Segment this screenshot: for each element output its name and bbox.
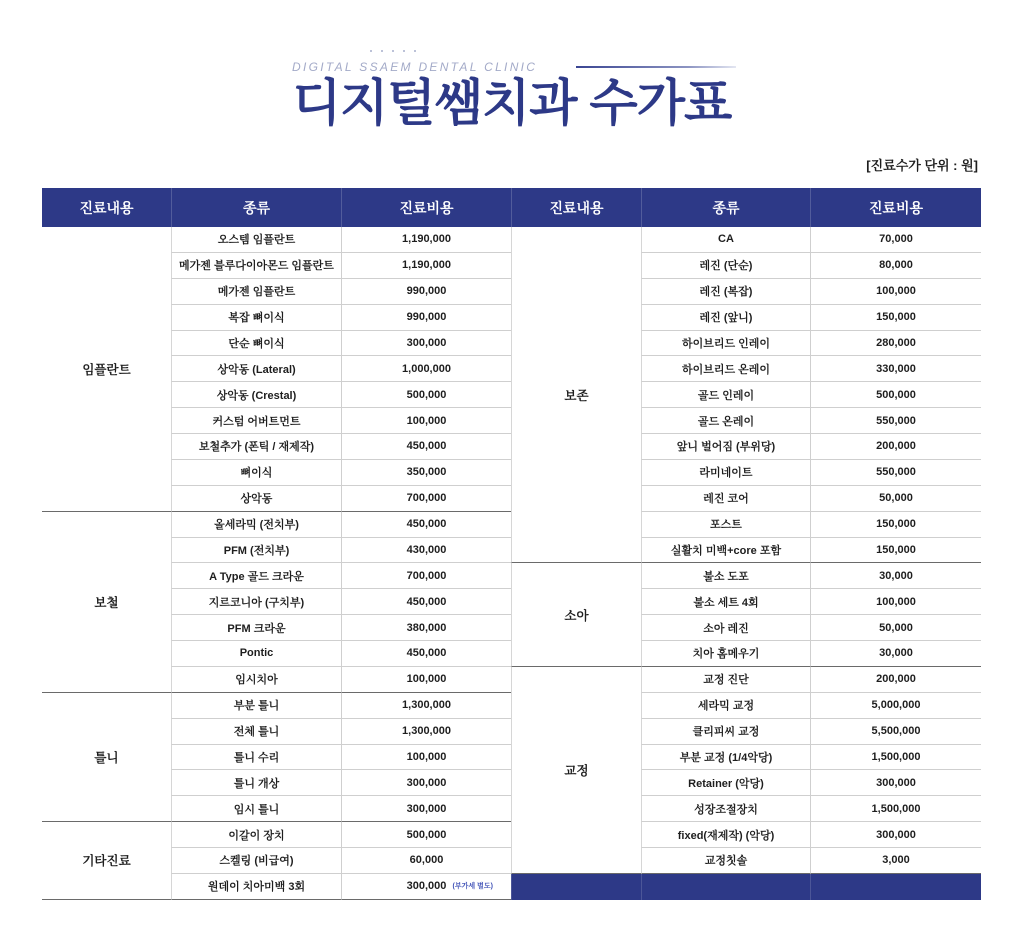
price-cell	[341, 563, 511, 589]
treatment-name-cell	[171, 796, 341, 822]
price-cell	[810, 770, 981, 796]
treatment-name: 치아 홈메우기	[692, 648, 760, 661]
treatment-name-cell	[641, 486, 810, 512]
price-cell	[810, 745, 981, 771]
treatment-name-cell	[171, 693, 341, 719]
treatment-name: 성장조절장치	[694, 803, 758, 816]
price-cell	[810, 408, 981, 434]
price-value: 100,000	[406, 673, 447, 686]
price-value: 80,000	[879, 259, 913, 272]
price-cell	[810, 434, 981, 460]
price-cell	[810, 796, 981, 822]
treatment-name-cell	[171, 460, 341, 486]
treatment-name: 레진 (단순)	[699, 260, 753, 273]
price-value: 700,000	[406, 492, 447, 505]
price-value: 100,000	[406, 750, 447, 763]
treatment-name-cell	[171, 227, 341, 253]
category-label: 틀니	[94, 750, 119, 765]
price-cell	[341, 486, 511, 512]
treatment-name: 골드 온레이	[697, 415, 755, 428]
treatment-name: 부분 틀니	[233, 700, 280, 713]
treatment-name-cell	[641, 796, 810, 822]
price-value: 300,000	[876, 828, 916, 841]
category-label: 기타진료	[82, 854, 131, 869]
category-cell	[42, 512, 171, 693]
price-cell	[341, 538, 511, 564]
treatment-name: 클리피씨 교정	[692, 726, 760, 739]
price-cell	[341, 408, 511, 434]
price-cell	[341, 667, 511, 693]
category-cell	[42, 227, 171, 512]
price-cell	[341, 305, 511, 331]
price-cell	[810, 382, 981, 408]
treatment-name: 실활치 미백+core 포함	[670, 544, 782, 557]
treatment-name: 포스트	[710, 519, 742, 532]
price-cell	[341, 253, 511, 279]
treatment-name-cell	[171, 563, 341, 589]
price-value: 990,000	[406, 311, 447, 324]
treatment-name: 불소 도포	[703, 570, 749, 583]
treatment-name: 상악동 (Lateral)	[217, 363, 296, 376]
treatment-name: CA	[718, 233, 734, 246]
treatment-name: 메가젠 임플란트	[217, 286, 296, 299]
price-cell	[810, 693, 981, 719]
price-value: 430,000	[406, 543, 447, 556]
price-cell	[341, 693, 511, 719]
price-value: 350,000	[406, 466, 447, 479]
category-label: 보존	[564, 388, 589, 403]
treatment-name-cell	[171, 331, 341, 357]
price-value: 300,000	[406, 880, 447, 893]
price-cell	[341, 356, 511, 382]
treatment-name: 레진 (복잡)	[699, 286, 753, 299]
treatment-name: 뼈이식	[240, 467, 273, 480]
price-table	[42, 188, 981, 900]
treatment-name-cell	[171, 719, 341, 745]
treatment-name-cell	[171, 538, 341, 564]
price-value: 50,000	[879, 492, 913, 505]
treatment-name-cell	[641, 331, 810, 357]
treatment-name-cell	[641, 563, 810, 589]
price-cell	[810, 848, 981, 874]
treatment-name: 틀니 수리	[233, 751, 280, 764]
treatment-name: 이갈이 장치	[228, 829, 285, 842]
treatment-name: 앞니 벌어짐 (부위당)	[676, 441, 776, 454]
treatment-name-cell	[641, 667, 810, 693]
price-value: 380,000	[406, 621, 447, 634]
category-label: 소아	[564, 608, 589, 623]
column-header: 진료비용	[810, 188, 981, 227]
category-cell	[511, 227, 641, 563]
treatment-name-cell	[171, 356, 341, 382]
price-value: 990,000	[406, 285, 447, 298]
price-cell	[810, 460, 981, 486]
price-cell	[810, 589, 981, 615]
treatment-name: 전체 틀니	[233, 726, 280, 739]
price-cell	[810, 486, 981, 512]
price-cell	[810, 538, 981, 564]
price-value: 100,000	[876, 285, 916, 298]
category-label: 보철	[94, 595, 119, 610]
price-cell	[810, 719, 981, 745]
treatment-name-cell	[641, 227, 810, 253]
price-value: 200,000	[876, 440, 916, 453]
treatment-name: Pontic	[239, 647, 274, 660]
price-value: 500,000	[876, 388, 916, 401]
category-cell	[511, 563, 641, 667]
treatment-name: 복잡 뼈이식	[228, 312, 285, 325]
treatment-name: 지르코니아 (구치부)	[208, 596, 305, 609]
dot	[370, 50, 372, 52]
category-label: 교정	[564, 763, 589, 778]
price-value: 100,000	[876, 595, 916, 608]
treatment-name-cell	[641, 305, 810, 331]
price-cell	[810, 822, 981, 848]
dot	[414, 50, 416, 52]
treatment-name: 교정 진단	[703, 674, 749, 687]
treatment-name: fixed(재제작) (악당)	[677, 829, 775, 842]
price-cell	[810, 227, 981, 253]
treatment-name: 교정칫솔	[704, 855, 748, 868]
price-cell	[341, 874, 511, 900]
price-cell	[810, 253, 981, 279]
category-label: 임플란트	[82, 362, 131, 377]
treatment-name-cell	[641, 719, 810, 745]
price-cell	[810, 615, 981, 641]
column-header: 진료비용	[341, 188, 511, 227]
price-value: 300,000	[406, 336, 447, 349]
subtitle-divider	[576, 66, 736, 68]
treatment-name: 하이브리드 온레이	[681, 363, 771, 376]
price-cell	[341, 641, 511, 667]
treatment-name: 상악동	[240, 493, 273, 506]
price-value: 1,500,000	[871, 802, 921, 815]
price-cell	[810, 331, 981, 357]
treatment-name-cell	[171, 589, 341, 615]
treatment-name-cell	[171, 253, 341, 279]
price-cell	[810, 667, 981, 693]
treatment-name-cell	[641, 538, 810, 564]
treatment-name: 상악동 (Crestal)	[216, 389, 297, 402]
treatment-name: 골드 인레이	[697, 389, 755, 402]
price-value: 1,190,000	[402, 259, 451, 272]
treatment-name: 스켈링 (비급여)	[219, 855, 294, 868]
price-cell	[810, 305, 981, 331]
treatment-name: 하이브리드 인레이	[681, 337, 771, 350]
price-value: 1,500,000	[871, 750, 921, 763]
treatment-name-cell	[171, 848, 341, 874]
price-cell	[810, 356, 981, 382]
price-cell	[341, 719, 511, 745]
treatment-name-cell	[641, 848, 810, 874]
category-cell	[42, 822, 171, 900]
treatment-name-cell	[641, 693, 810, 719]
treatment-name-cell	[171, 667, 341, 693]
price-cell	[341, 382, 511, 408]
price-note: (부가세 별도)	[452, 883, 493, 891]
treatment-name-cell	[171, 641, 341, 667]
price-cell	[341, 615, 511, 641]
dot	[403, 50, 405, 52]
treatment-name: 틀니 개상	[233, 777, 280, 790]
price-value: 300,000	[406, 802, 447, 815]
price-cell	[341, 434, 511, 460]
treatment-name-cell	[641, 589, 810, 615]
price-cell	[341, 796, 511, 822]
treatment-name: 세라믹 교정	[697, 700, 755, 713]
price-value: 5,000,000	[871, 699, 921, 712]
category-cell	[42, 693, 171, 822]
price-value: 150,000	[876, 311, 916, 324]
price-value: 550,000	[876, 414, 916, 427]
price-cell	[341, 770, 511, 796]
treatment-name: 원데이 치아미백 3회	[207, 881, 306, 894]
price-value: 1,300,000	[402, 725, 451, 738]
price-cell	[810, 279, 981, 305]
treatment-name: 레진 (앞니)	[699, 312, 753, 325]
price-value: 200,000	[876, 673, 916, 686]
column-header: 종류	[171, 188, 341, 227]
treatment-name-cell	[171, 382, 341, 408]
price-value: 700,000	[406, 569, 447, 582]
price-value: 70,000	[879, 233, 913, 246]
treatment-name-cell	[171, 822, 341, 848]
price-cell	[341, 227, 511, 253]
price-cell	[341, 512, 511, 538]
dot	[381, 50, 383, 52]
treatment-name: PFM 크라운	[227, 622, 286, 635]
treatment-name: 불소 세트 4회	[693, 596, 759, 609]
treatment-name: 오스템 임플란트	[217, 234, 296, 247]
price-value: 550,000	[876, 466, 916, 479]
price-value: 100,000	[406, 414, 447, 427]
treatment-name-cell	[641, 512, 810, 538]
treatment-name-cell	[641, 434, 810, 460]
treatment-name: 올세라믹 (전치부)	[214, 519, 299, 532]
decorative-dots	[370, 50, 416, 52]
treatment-name-cell	[641, 253, 810, 279]
treatment-name-cell	[641, 615, 810, 641]
price-value: 1,300,000	[402, 699, 451, 712]
price-value: 50,000	[879, 621, 913, 634]
treatment-name: 임시치아	[235, 674, 278, 687]
price-value: 60,000	[409, 854, 444, 867]
price-value: 500,000	[406, 388, 447, 401]
treatment-name-cell	[171, 615, 341, 641]
treatment-name-cell	[171, 305, 341, 331]
treatment-name: 임시 틀니	[233, 803, 280, 816]
price-value: 500,000	[406, 828, 447, 841]
treatment-name-cell	[641, 641, 810, 667]
price-value: 30,000	[879, 569, 913, 582]
treatment-name-cell	[171, 770, 341, 796]
price-value: 5,500,000	[871, 725, 921, 738]
price-value: 330,000	[876, 362, 916, 375]
treatment-name-cell	[641, 356, 810, 382]
dot	[392, 50, 394, 52]
price-cell	[341, 848, 511, 874]
price-cell	[810, 563, 981, 589]
price-value: 450,000	[406, 440, 447, 453]
treatment-name-cell	[641, 279, 810, 305]
price-value: 30,000	[879, 647, 913, 660]
price-value: 300,000	[876, 776, 916, 789]
price-value: 150,000	[876, 518, 916, 531]
clinic-subtitle: DIGITAL SSAEM DENTAL CLINIC	[292, 60, 538, 74]
treatment-name: 소아 레진	[703, 622, 749, 635]
filler-cell	[810, 874, 981, 900]
treatment-name: 커스텀 어버트먼트	[212, 415, 301, 428]
treatment-name-cell	[171, 874, 341, 900]
treatment-name: A Type 골드 크라운	[209, 570, 304, 583]
price-cell	[341, 460, 511, 486]
price-cell	[341, 822, 511, 848]
treatment-name: 단순 뼈이식	[228, 337, 285, 350]
treatment-name-cell	[641, 382, 810, 408]
price-value: 300,000	[406, 776, 447, 789]
treatment-name: 라미네이트	[699, 467, 753, 480]
price-cell	[341, 279, 511, 305]
treatment-name: 부분 교정 (1/4악당)	[679, 751, 773, 764]
price-cell	[341, 331, 511, 357]
filler-cell	[641, 874, 810, 900]
price-value: 450,000	[406, 518, 447, 531]
unit-note: [진료수가 단위 : 원]	[866, 158, 978, 173]
treatment-name-cell	[171, 512, 341, 538]
price-value: 1,190,000	[402, 233, 451, 246]
treatment-name-cell	[171, 408, 341, 434]
treatment-name-cell	[171, 434, 341, 460]
treatment-name-cell	[641, 460, 810, 486]
column-header: 진료내용	[42, 188, 171, 227]
price-cell	[341, 745, 511, 771]
filler-cell	[511, 874, 641, 900]
price-cell	[810, 641, 981, 667]
treatment-name: 메가젠 블루다이아몬드 임플란트	[179, 260, 334, 273]
treatment-name: 보철추가 (폰틱 / 재제작)	[198, 441, 315, 454]
treatment-name: PFM (전치부)	[223, 544, 290, 557]
price-value: 1,000,000	[402, 362, 451, 375]
category-cell	[511, 667, 641, 874]
treatment-name-cell	[171, 279, 341, 305]
price-value: 3,000	[882, 854, 910, 867]
price-value: 450,000	[406, 595, 447, 608]
treatment-name-cell	[171, 745, 341, 771]
column-header: 종류	[641, 188, 810, 227]
treatment-name-cell	[641, 408, 810, 434]
treatment-name-cell	[641, 822, 810, 848]
column-header: 진료내용	[511, 188, 641, 227]
price-cell	[810, 512, 981, 538]
treatment-name: Retainer (악당)	[688, 777, 764, 790]
price-value: 150,000	[876, 543, 916, 556]
page-title: 디지털쌤치과 수가표	[292, 75, 732, 131]
treatment-name: 레진 코어	[703, 493, 749, 506]
treatment-name-cell	[641, 770, 810, 796]
treatment-name-cell	[641, 745, 810, 771]
price-value: 450,000	[406, 647, 447, 660]
treatment-name-cell	[171, 486, 341, 512]
price-cell	[341, 589, 511, 615]
price-value: 280,000	[876, 336, 916, 349]
